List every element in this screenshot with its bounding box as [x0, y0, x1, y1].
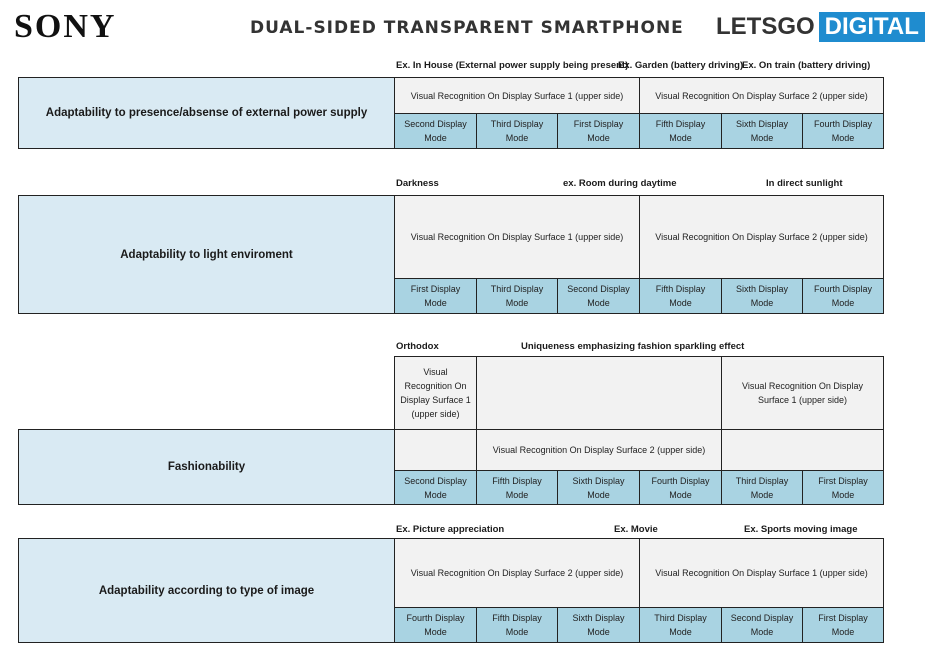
- mode-line: Third Display: [735, 475, 789, 486]
- sony-logo: SONY: [14, 8, 117, 45]
- recognition-text: Visual Recognition On Display Surface 1 (upper side): [410, 90, 624, 101]
- display-mode-cell: [721, 278, 803, 314]
- recognition-surface-cell: [639, 195, 884, 279]
- mode-line: Mode: [505, 627, 529, 637]
- mode-line: Sixth Display: [735, 119, 789, 129]
- recognition-surface-cell: [721, 356, 884, 430]
- recognition-surface-cell: [639, 77, 884, 114]
- recognition-text: Visual Recognition On Display Surface 1 (upper side): [655, 568, 868, 578]
- column-header-train: Ex. On train (battery driving): [742, 60, 871, 71]
- row-label-power-supply: [18, 77, 395, 149]
- display-mode-cell: [721, 607, 803, 643]
- mode-line: Mode: [831, 489, 855, 500]
- mode-line: Fifth Display: [492, 613, 542, 623]
- mode-line: First Display: [410, 284, 461, 294]
- mode-line: Mode: [424, 298, 447, 308]
- display-mode-cell: [394, 470, 477, 505]
- recognition-text: Visual Recognition On Display Surface 2 (upper side): [410, 568, 624, 578]
- column-header-orthodox: Orthodox: [396, 341, 439, 352]
- display-mode-cell: [394, 113, 477, 149]
- display-mode-cell: [476, 470, 558, 505]
- column-header-room: ex. Room during daytime: [563, 178, 677, 189]
- mode-line: Mode: [424, 133, 447, 143]
- mode-line: Third Display: [490, 119, 544, 129]
- mode-line: Mode: [505, 489, 529, 500]
- display-mode-cell: [802, 113, 884, 149]
- recognition-line: (upper side): [411, 409, 460, 419]
- mode-line: Fourth Display: [406, 613, 465, 623]
- display-mode-cell: [476, 607, 558, 643]
- recognition-surface-cell: [476, 429, 722, 471]
- row-label-fashionability: [18, 429, 395, 505]
- recognition-line: Surface 1 (upper side): [757, 395, 848, 405]
- mode-line: Second Display: [730, 613, 794, 623]
- row-label-text: Adaptability to presence/absense of external power supply: [45, 107, 368, 119]
- mode-line: Mode: [587, 298, 610, 308]
- mode-line: Mode: [669, 627, 692, 637]
- mode-line: Fourth Display: [813, 119, 873, 129]
- mode-line: Mode: [669, 489, 692, 500]
- mode-line: Mode: [587, 489, 610, 500]
- column-header-darkness: Darkness: [396, 178, 439, 189]
- mode-line: Mode: [505, 298, 529, 308]
- mode-line: Sixth Display: [572, 475, 625, 486]
- mode-line: First Display: [818, 475, 868, 486]
- row-label-text: Adaptability to light enviroment: [120, 248, 293, 261]
- row-label-light-environment: [18, 195, 395, 314]
- display-mode-cell: [639, 607, 722, 643]
- column-header-sunlight: In direct sunlight: [766, 178, 843, 189]
- mode-line: Fourth Display: [651, 475, 710, 486]
- mode-line: Mode: [831, 627, 855, 637]
- recognition-text: Visual Recognition On Display Surface 2 (upper side): [655, 232, 868, 242]
- display-mode-cell: [476, 113, 558, 149]
- mode-line: First Display: [818, 613, 868, 623]
- recognition-text: Visual Recognition On Display Surface 2 (upper side): [655, 90, 868, 101]
- display-mode-cell: [557, 607, 640, 643]
- row-label-text: Fashionability: [167, 461, 246, 473]
- column-header-sports: Ex. Sports moving image: [744, 524, 858, 535]
- display-mode-cell: [639, 278, 722, 314]
- mode-line: Mode: [750, 489, 774, 500]
- mode-line: Mode: [587, 133, 610, 143]
- display-mode-cell: [394, 607, 477, 643]
- display-mode-cell: [476, 278, 558, 314]
- logo-part-digital: DIGITAL: [819, 12, 925, 42]
- display-mode-cell: [639, 113, 722, 149]
- mode-line: Second Display: [404, 119, 467, 129]
- column-header-uniqueness: Uniqueness emphasizing fashion sparkling effect: [521, 341, 745, 352]
- row-label-text: Adaptability according to type of image: [98, 584, 315, 597]
- recognition-surface-cell: [394, 195, 640, 279]
- mode-line: Mode: [669, 133, 692, 143]
- mode-line: Fifth Display: [655, 284, 706, 294]
- mode-line: Fifth Display: [655, 119, 706, 129]
- mode-line: Fourth Display: [813, 284, 873, 294]
- display-mode-cell: [639, 470, 722, 505]
- mode-line: Second Display: [404, 475, 467, 486]
- recognition-line: Visual Recognition On Display: [742, 381, 863, 391]
- mode-line: Third Display: [654, 613, 707, 623]
- column-header-in-house: Ex. In House (External power supply being present): [396, 60, 629, 71]
- display-mode-cell: [557, 470, 640, 505]
- recognition-text: Visual Recognition On Display Surface 2 (upper side): [492, 445, 706, 455]
- mode-line: First Display: [573, 119, 624, 129]
- recognition-text: Visual Recognition On Display Surface 1 (upper side): [410, 232, 624, 242]
- mode-line: Mode: [831, 133, 855, 143]
- empty-cell: [394, 429, 477, 471]
- page-title: DUAL-SIDED TRANSPARENT SMARTPHONE: [250, 18, 684, 38]
- display-mode-cell: [802, 470, 884, 505]
- mode-line: Third Display: [490, 284, 544, 294]
- display-mode-cell: [394, 278, 477, 314]
- column-header-picture: Ex. Picture appreciation: [396, 524, 505, 535]
- mode-line: Mode: [505, 133, 529, 143]
- recognition-surface-cell: [394, 356, 477, 430]
- empty-cell: [476, 356, 722, 430]
- empty-cell: [721, 429, 884, 471]
- recognition-line: Visual: [423, 367, 448, 377]
- column-header-movie: Ex. Movie: [614, 524, 658, 535]
- mode-line: Mode: [424, 489, 447, 500]
- recognition-surface-cell: [639, 538, 884, 608]
- display-mode-cell: [557, 113, 640, 149]
- display-mode-cell: [721, 470, 803, 505]
- display-mode-cell: [802, 278, 884, 314]
- display-mode-cell: [721, 113, 803, 149]
- mode-line: Sixth Display: [735, 284, 789, 294]
- row-label-image-type: [18, 538, 395, 643]
- letsgodigital-logo: [716, 12, 925, 42]
- recognition-surface-cell: [394, 538, 640, 608]
- recognition-line: Display Surface 1: [400, 395, 471, 405]
- display-mode-cell: [802, 607, 884, 643]
- mode-line: Mode: [831, 298, 855, 308]
- mode-line: Mode: [424, 627, 447, 637]
- display-mode-cell: [557, 278, 640, 314]
- mode-line: Second Display: [567, 284, 630, 294]
- column-header-garden: Ex. Garden (battery driving): [618, 60, 744, 71]
- mode-line: Mode: [750, 627, 774, 637]
- mode-line: Mode: [750, 298, 774, 308]
- mode-line: Sixth Display: [572, 613, 625, 623]
- mode-line: Mode: [587, 627, 610, 637]
- mode-line: Fifth Display: [492, 475, 542, 486]
- logo-part-letsgo: LETSGO: [716, 13, 815, 40]
- recognition-line: Recognition On: [404, 381, 467, 391]
- mode-line: Mode: [750, 133, 774, 143]
- recognition-surface-cell: [394, 77, 640, 114]
- mode-line: Mode: [669, 298, 692, 308]
